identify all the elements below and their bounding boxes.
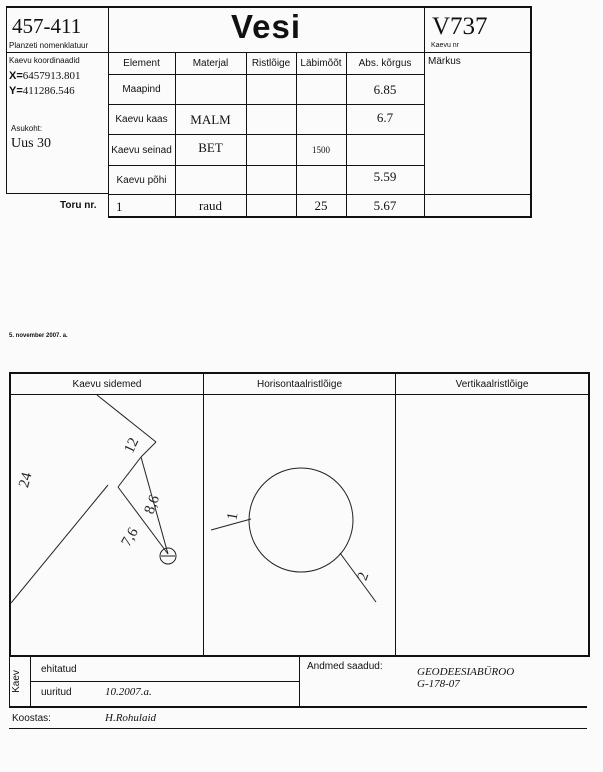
y-value: 411286.546	[22, 85, 75, 97]
kaev-label: Kaev	[10, 670, 22, 693]
x-coordinate	[9, 70, 81, 82]
sketch-label: 7,6	[118, 525, 142, 550]
x-value: 6457913.801	[22, 70, 81, 82]
sketch-line	[97, 395, 156, 442]
notes-label: Märkus	[428, 56, 461, 67]
pipe-abs: 5.67	[373, 197, 397, 213]
well-connections-sketch	[11, 395, 203, 655]
sketch-label: 8,6	[141, 493, 164, 517]
surveyed-value: 10.2007.a.	[105, 686, 152, 698]
row-element: Kaevu kaas	[115, 114, 168, 125]
col-abs-height: Abs. kõrgus	[358, 58, 412, 69]
location-label: Asukoht:	[11, 124, 43, 133]
pipe-no: 1	[116, 199, 123, 214]
well-circle	[249, 468, 353, 572]
col-element: Element	[123, 58, 160, 69]
row-element: Kaevu seinad	[111, 144, 172, 156]
row-abs: 5.59	[373, 169, 397, 184]
col-material: Materjal	[192, 58, 229, 69]
y-label: Y=	[9, 85, 23, 97]
x-label: X=	[9, 70, 23, 82]
col-cross-section: Ristlõige	[251, 58, 291, 69]
row-material: BET	[198, 140, 223, 155]
header-vertical-section: Vertikaalristlõige	[455, 378, 529, 390]
pipe-material: raud	[198, 197, 223, 213]
surveyed-label: uuritud	[41, 687, 72, 698]
page-title: Vesi	[230, 8, 302, 45]
coords-label: Kaevu koordinaadid	[9, 56, 80, 65]
nomenclature-label: Planzeti nomenklatuur	[9, 41, 89, 50]
header-horizontal-section: Horisontaalristlõige	[256, 378, 343, 390]
row-diameter: 1500	[312, 145, 330, 155]
row-abs: 6.7	[376, 109, 394, 125]
row-element: Maapind	[122, 84, 161, 95]
header-well-connections: Kaevu sidemed	[72, 378, 142, 390]
compiled-label: Koostas:	[12, 713, 51, 724]
date-line: 5. november 2007. a.	[9, 333, 68, 339]
sketch-label: 24	[16, 470, 36, 490]
row-abs: 6.85	[373, 81, 397, 97]
pipe-label: 1	[224, 511, 242, 522]
sketch-line	[141, 442, 156, 457]
pipe-label: Toru nr.	[60, 200, 97, 211]
pipe-diameter: 25	[314, 197, 328, 213]
sketch-label: 12	[121, 435, 143, 456]
data-source-line-1: GEODEESIABÜROO	[417, 666, 515, 678]
pipe-label: 2	[354, 570, 373, 583]
compiled-value: H.Rohulaid	[105, 712, 157, 724]
y-coordinate	[9, 85, 75, 97]
well-no-label: Kaevu nr	[431, 42, 460, 49]
nomenclature-code: 457-411	[12, 14, 82, 38]
well-code: V737	[432, 13, 488, 40]
location-value: Uus 30	[11, 136, 52, 151]
horizontal-section-sketch	[204, 395, 395, 655]
data-source-label: Andmed saadud:	[307, 661, 383, 672]
row-material: MALM	[190, 111, 231, 127]
sketch-line	[11, 485, 108, 603]
sketch-line	[118, 457, 141, 487]
data-source-line-2: G-178-07	[417, 678, 460, 690]
col-diameter: Läbimõõt	[300, 58, 342, 69]
built-label: ehitatud	[41, 664, 77, 675]
row-element: Kaevu põhi	[116, 174, 167, 186]
